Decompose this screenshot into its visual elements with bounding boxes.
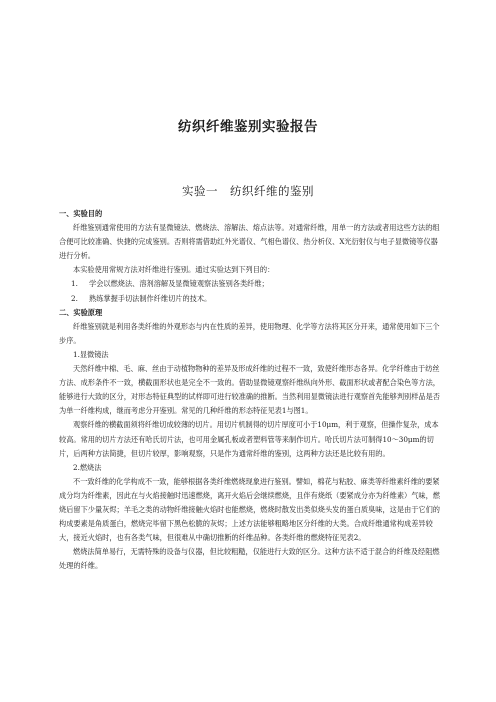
paragraph: 纤维鉴别通常使用的方法有显微镜法、燃烧法、溶解法、熔点法等。对通常纤维，用单一的方法或者用这些方法的组合便可比较准确、快捷的完成鉴别。否则将需借助红外光谱仪、气相色谱仪、热分析仪、X光衍射仪与电子显微镜等仪器进行分析。 <box>59 223 440 261</box>
paragraph: 天然纤维中棉、毛、麻、丝由于动植物物种的差异及形成纤维的过程不一致，致使纤维形态各异。化学纤维由于纺丝方法、成形条件不一致，横截面形状也是完全不一致的。借助显微镜观察纤维纵向外形、截面形状或者配合染色等方法，能够进行大致的区分，对形态特征典型的试样即可进行较准确的推断。当然利用显微镜法进行观察首先能够判别样品是否为单一纤维构成，继而考虑分开鉴别。常见的几种纤维的形态特征见表1与图1。 <box>59 364 440 416</box>
list-item <box>59 292 440 306</box>
report-title: 纺织纤维鉴别实验报告 <box>178 119 318 135</box>
paragraph: 纤维鉴别就是利用各类纤维的外观形态与内在性质的差异，使用物理、化学等方法将其区分开来，通常使用如下三个步序。 <box>59 321 440 345</box>
list-item-text: 熟练掌握手切法制作纤维切片的技术。 <box>89 293 212 303</box>
subsection-heading-microscope: 1.显微镜法 <box>73 349 109 359</box>
document-body <box>59 207 440 573</box>
paragraph: 不一致纤维的化学构成不一致，能够根据各类纤维燃烧现象进行鉴别。譬如，棉花与粘胶、麻类等纤维素纤维的要紧成分均为纤维素，因此在与火焰接触时迅速燃烧，离开火焰后会继续燃烧，且伴有烧纸（要紧成分亦为纤维素）气味，燃烧后留下少量灰烬；羊毛之类的动物纤维接触火焰时也能燃烧，燃烧时散发出类似烧头发的蛋白质臭味，这是由于它们的构成要素是角质蛋白，燃烧完毕留下黑色松脆的灰烬；上述方法能够粗略地区分纤维的大类。合成纤维通常构成差异较大，接近火焰时，也有各类气味，但很难从中确切推断的纤维品种。各类纤维的燃烧特征见表2。 <box>59 476 440 543</box>
list-item <box>59 277 440 291</box>
paragraph: 本实验使用常规方法对纤维进行鉴别。通过实验达到下列目的： <box>73 265 275 275</box>
section-heading-principle: 二、实验原理 <box>59 307 103 317</box>
list-item-number: 2. <box>71 293 78 303</box>
list-item-text: 学会以燃烧法、溶剂溶解及显微镜观察法鉴别各类纤维； <box>89 279 269 289</box>
experiment-subtitle: 实验一 纺织纤维的鉴别 <box>182 184 314 198</box>
paragraph: 燃烧法简单易行，无需特殊的设备与仪器，但比较粗糙，仅能进行大致的区分。这种方法不适于混合的纤维及经阻燃处理的纤维。 <box>59 547 440 571</box>
subsection-heading-combustion: 2.燃烧法 <box>73 462 102 472</box>
list-item-number: 1. <box>71 279 78 289</box>
section-heading-purpose: 一、实验目的 <box>59 209 103 218</box>
paragraph: 观察纤维的横截面须将纤维切成较薄的切片。用切片机制得的切片厚度可小于10μm，利于观察，但操作复杂，成本较高。常用的切片方法还有哈氏切片法，也可用金属孔板或者塑料管等来制作切片。哈氏切片法可制得10～30μm的切片，后两种方法简捷，但切片较厚，影响观察，只是作为通常纤维的鉴别，这两种方法还是比较有用的。 <box>59 420 439 458</box>
